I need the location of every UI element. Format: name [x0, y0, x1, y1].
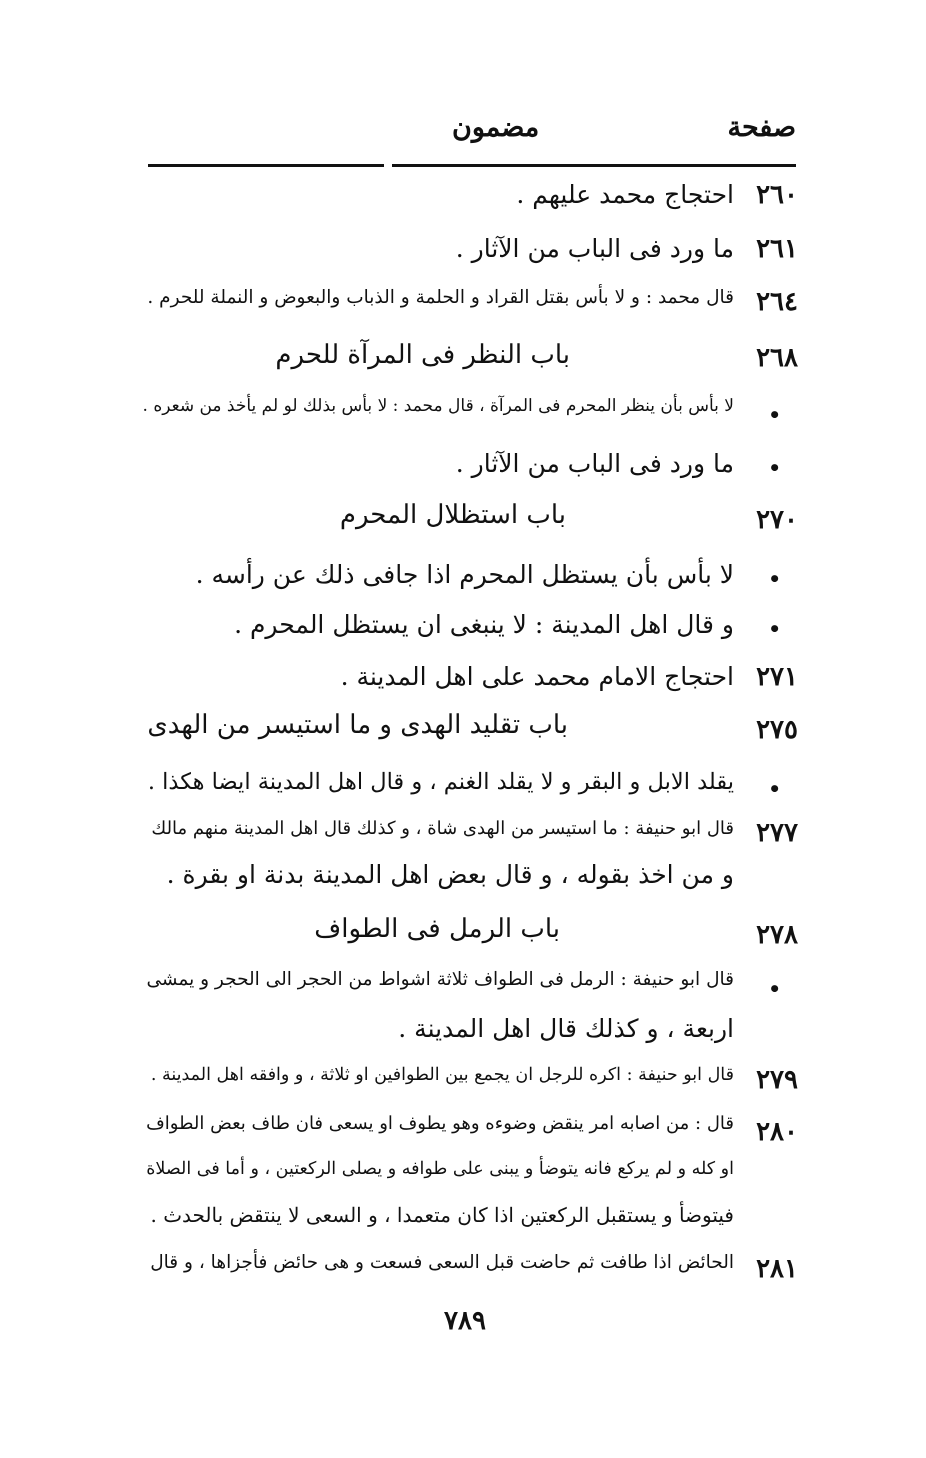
entry-page-number: ٢٦٠ — [756, 180, 798, 210]
entry-page-number: ٢٧٨ — [756, 920, 798, 950]
entry-text: قال ابو حنيفة : ما استيسر من الهدى شاة ، و كذلك قال اهل المدينة منهم مالك — [151, 818, 734, 839]
entry-bullet: • — [768, 403, 781, 427]
entry-page-number: ٢٧٥ — [756, 715, 798, 745]
page-column-label: صفحة — [727, 112, 796, 143]
section-heading: باب استظلال المحرم — [339, 500, 566, 530]
subject-column-label: مضمون — [452, 112, 540, 143]
section-heading: باب تقليد الهدى و ما استيسر من الهدى — [147, 710, 568, 740]
entry-text: قال : من اصابه امر ينقض وضوءه وهو يطوف او يسعى فان طاف بعض الطواف — [146, 1113, 734, 1134]
entry-text: قال ابو حنيفة : اكره للرجل ان يجمع بين الطوافين او ثلاثة ، و وافقه اهل المدينة . — [150, 1065, 734, 1085]
entry-bullet: • — [768, 777, 781, 801]
entry-page-number: ٢٨٠ — [756, 1117, 798, 1147]
entry-text: قال محمد : و لا بأس بقتل القراد و الحلمة و الذباب والبعوض و النملة للحرم . — [147, 287, 734, 308]
entry-text: لا بأس بأن ينظر المحرم فى المرآة ، قال محمد : لا بأس بذلك لو لم يأخذ من شعره . — [142, 396, 734, 416]
entry-bullet: • — [768, 456, 781, 480]
entry-page-number: ٢٨١ — [756, 1254, 798, 1284]
entry-page-number: ٢٦٨ — [756, 343, 798, 373]
entry-bullet: • — [768, 567, 781, 591]
section-heading: باب النظر فى المرآة للحرم — [275, 340, 570, 370]
entry-text: قال ابو حنيفة : الرمل فى الطواف ثلاثة اشواط من الحجر الى الحجر و يمشى — [146, 969, 734, 990]
entry-text-continued: فيتوضأ و يستقبل الركعتين اذا كان متعمدا ، و السعى لا ينتقض بالحدث . — [150, 1203, 734, 1227]
entry-text-continued: و من اخذ بقوله ، و قال بعض اهل المدينة بدنة او بقرة . — [166, 860, 734, 889]
header-rule-right — [392, 164, 796, 167]
entry-text-continued: او كله و لم يركع فانه يتوضأ و يبنى على طوافه و يصلى الركعتين ، و أما فى الصلاة — [146, 1159, 734, 1179]
entry-page-number: ٢٧١ — [756, 662, 798, 692]
entry-text: يقلد الابل و البقر و لا يقلد الغنم ، و قال اهل المدينة ايضا هكذا . — [147, 769, 734, 795]
entry-text: لا بأس بأن يستظل المحرم اذا جافى ذلك عن رأسه . — [195, 560, 734, 589]
header-rule-left — [148, 164, 384, 167]
entry-text: ما ورد فى الباب من الآثار . — [455, 234, 734, 263]
entry-page-number: ٢٦٤ — [756, 287, 798, 317]
entry-text: احتجاج محمد عليهم . — [516, 180, 734, 209]
entry-text-continued: اربعة ، و كذلك قال اهل المدينة . — [398, 1014, 734, 1043]
entry-text: ما ورد فى الباب من الآثار . — [455, 449, 734, 478]
entry-text: و قال اهل المدينة : لا ينبغى ان يستظل المحرم . — [234, 610, 734, 639]
entry-page-number: ٢٧٠ — [756, 505, 798, 535]
entry-text: احتجاج الامام محمد على اهل المدينة . — [340, 662, 734, 691]
entry-page-number: ٢٦١ — [756, 234, 798, 264]
entry-bullet: • — [768, 977, 781, 1001]
entry-bullet: • — [768, 617, 781, 641]
section-heading: باب الرمل فى الطواف — [314, 914, 560, 944]
page-number: ٧٨٩ — [444, 1306, 486, 1336]
entry-page-number: ٢٧٩ — [756, 1065, 798, 1095]
entry-page-number: ٢٧٧ — [756, 818, 798, 848]
entry-text: الحائض اذا طافت ثم حاضت قبل السعى فسعت و هى حائض فأجزاها ، و قال — [150, 1252, 734, 1273]
